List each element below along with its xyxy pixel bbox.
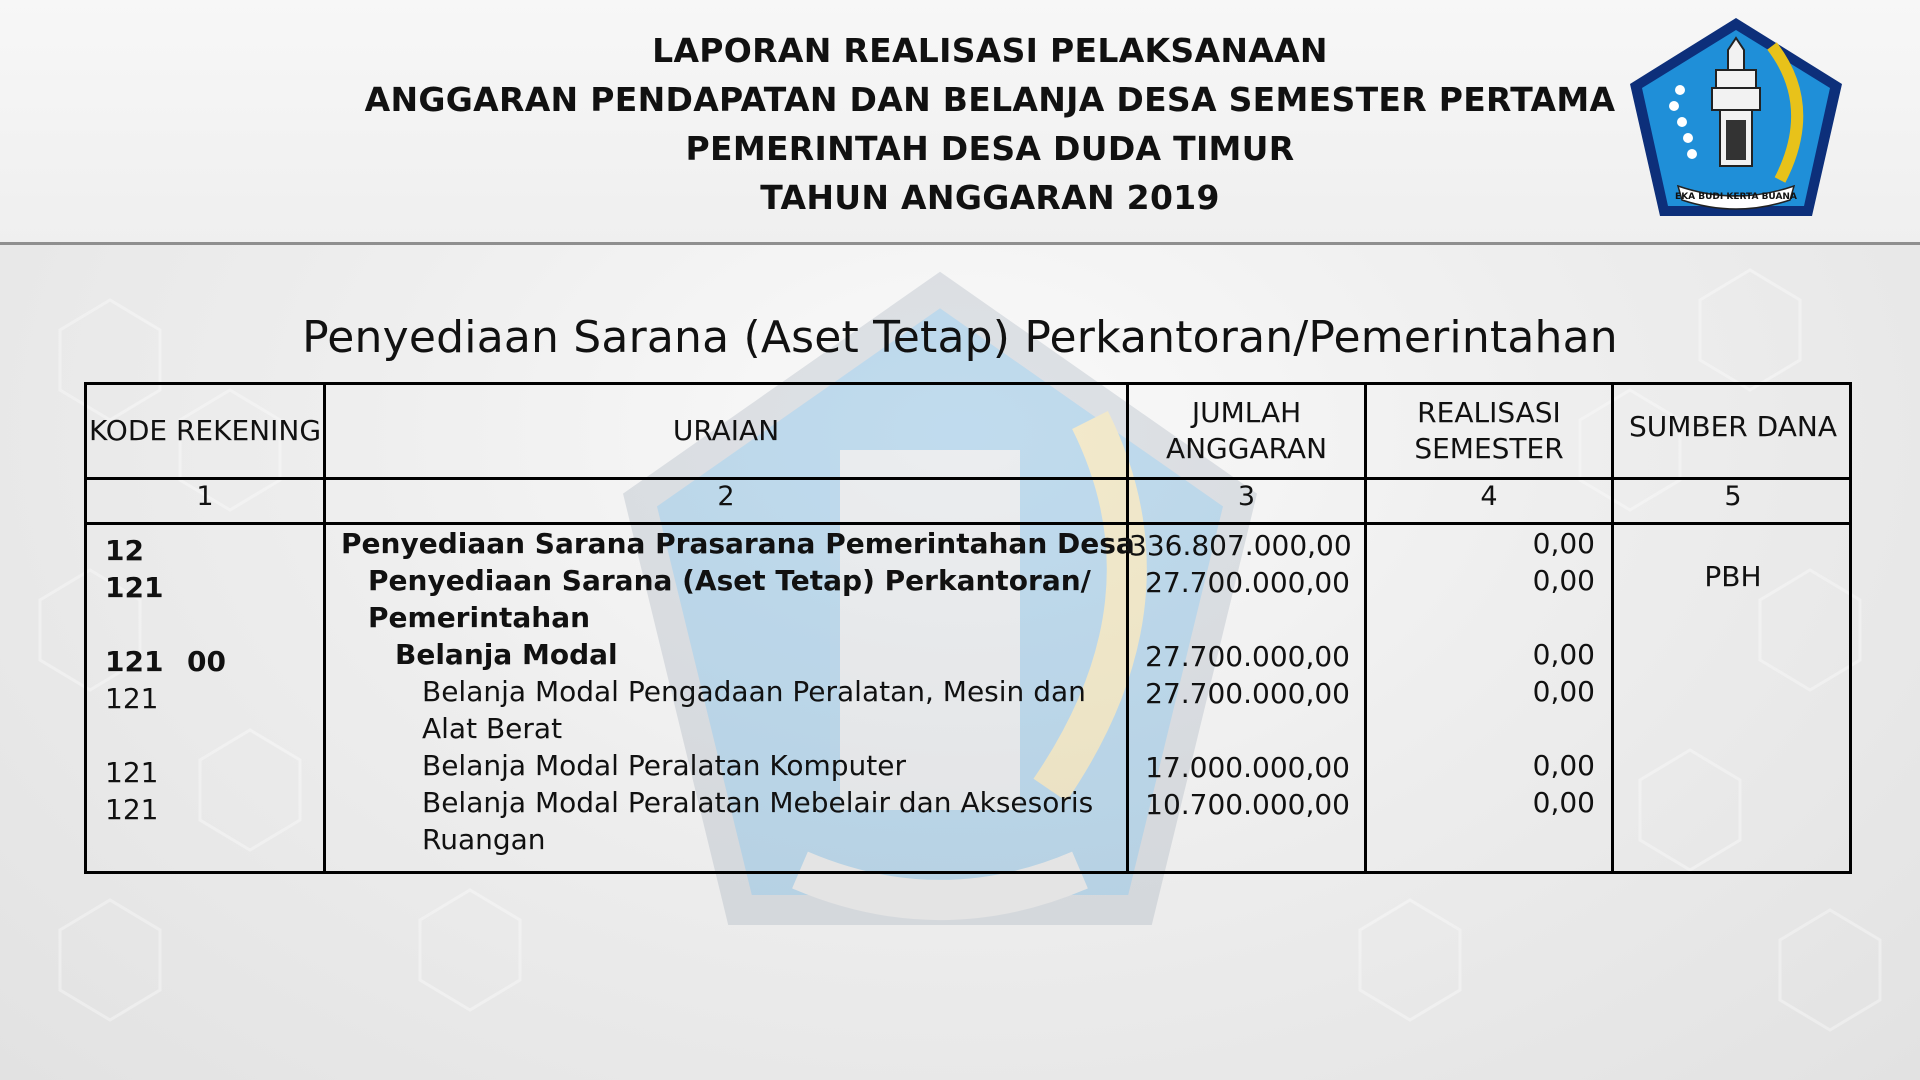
row-uraian-continued: Alat Berat xyxy=(422,712,563,745)
row-uraian-continued: Pemerintahan xyxy=(368,601,591,634)
col-number-1: 1 xyxy=(196,481,214,512)
row-kode: 121 xyxy=(105,793,159,826)
row-sumber-dana: PBH xyxy=(1704,560,1762,593)
row-uraian: Penyediaan Sarana (Aset Tetap) Perkantoran/ xyxy=(368,564,1091,597)
title-line-2: ANGGARAN PENDAPATAN DAN BELANJA DESA SEMESTER PERTAMA xyxy=(364,80,1616,119)
header-row-divider xyxy=(87,477,1849,480)
col-header-sumber-dana xyxy=(1614,409,1852,445)
col-header-sumber-line: SUMBER DANA xyxy=(1628,410,1837,443)
row-jumlah: 27.700.000,00 xyxy=(1145,640,1350,673)
row-kode: 121 xyxy=(105,571,164,604)
row-jumlah: 10.700.000,00 xyxy=(1145,788,1350,821)
row-kode: 121 xyxy=(105,756,159,789)
row-kode: 121 xyxy=(105,682,159,715)
column-divider xyxy=(1611,385,1614,871)
col-header-jumlah-line-1: JUMLAH xyxy=(1191,396,1302,429)
header-divider xyxy=(0,242,1920,245)
col-header-uraian-line: URAIAN xyxy=(672,414,780,447)
section-title: Penyediaan Sarana (Aset Tetap) Perkantoran/Pemerintahan xyxy=(302,312,1618,363)
row-uraian: Penyediaan Sarana Prasarana Pemerintahan Desa xyxy=(341,527,1135,560)
row-jumlah: 27.700.000,00 xyxy=(1145,566,1350,599)
col-header-jumlah-anggaran xyxy=(1129,395,1364,467)
row-uraian-continued: Ruangan xyxy=(422,823,546,856)
col-header-realisasi-line-1: REALISASI xyxy=(1417,396,1561,429)
col-number-2: 2 xyxy=(717,481,735,512)
column-divider xyxy=(323,385,326,871)
row-uraian: Belanja Modal Pengadaan Peralatan, Mesin dan xyxy=(422,675,1086,708)
col-header-uraian xyxy=(326,413,1126,449)
title-line-4: TAHUN ANGGARAN 2019 xyxy=(760,178,1220,217)
row-uraian: Belanja Modal Peralatan Komputer xyxy=(422,749,906,782)
title-line-3: PEMERINTAH DESA DUDA TIMUR xyxy=(685,129,1295,168)
budget-realization-table xyxy=(84,382,1852,874)
row-jumlah: 17.000.000,00 xyxy=(1145,751,1350,784)
title-line-1: LAPORAN REALISASI PELAKSANAAN xyxy=(652,31,1328,70)
row-realisasi: 0,00 xyxy=(1532,749,1595,782)
report-title xyxy=(330,26,1650,222)
row-kode: 121 xyxy=(105,645,164,678)
col-number-4: 4 xyxy=(1480,481,1498,512)
row-uraian: Belanja Modal Peralatan Mebelair dan Aksesoris xyxy=(422,786,1094,819)
col-header-jumlah-line-2: ANGGARAN xyxy=(1165,432,1328,465)
col-header-kode-rekening xyxy=(87,413,323,449)
row-realisasi: 0,00 xyxy=(1532,786,1595,819)
row-realisasi: 0,00 xyxy=(1532,638,1595,671)
row-kode-sub: 00 xyxy=(187,645,226,678)
col-header-realisasi-semester xyxy=(1367,395,1611,467)
row-realisasi: 0,00 xyxy=(1532,527,1595,560)
row-jumlah: 27.700.000,00 xyxy=(1145,677,1350,710)
row-jumlah: 336.807.000,00 xyxy=(1129,529,1352,562)
row-realisasi: 0,00 xyxy=(1532,675,1595,708)
col-header-realisasi-line-2: SEMESTER xyxy=(1414,432,1564,465)
svg-text:EKA BUDI KERTA BUANA: EKA BUDI KERTA BUANA xyxy=(1675,192,1797,202)
col-number-5: 5 xyxy=(1724,481,1742,512)
col-number-3: 3 xyxy=(1237,481,1256,512)
karangasem-emblem-logo xyxy=(1622,10,1850,226)
row-uraian: Belanja Modal xyxy=(395,638,618,671)
row-kode: 12 xyxy=(105,534,144,567)
row-realisasi: 0,00 xyxy=(1532,564,1595,597)
col-header-kode-line: KODE REKENING xyxy=(88,414,322,447)
